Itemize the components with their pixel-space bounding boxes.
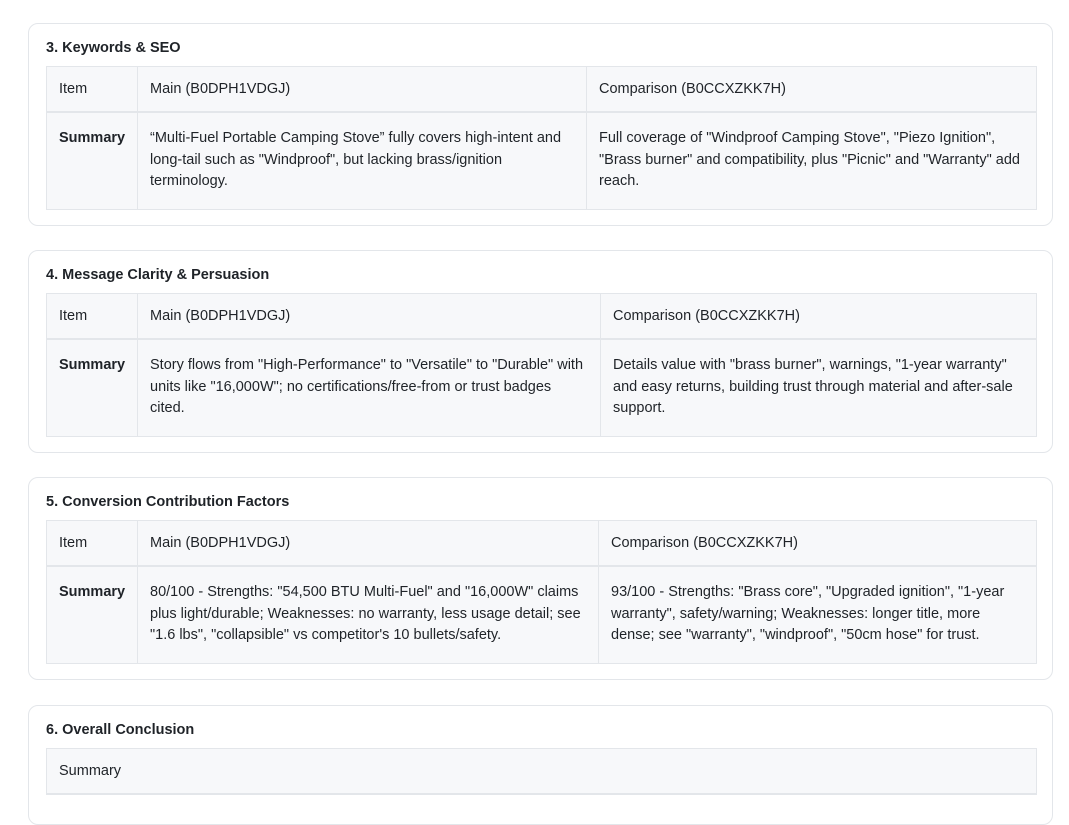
table-header-row <box>47 749 1037 795</box>
main-summary-cell: “Multi-Fuel Portable Camping Stove” fully covers high-intent and long-tail such as "Windproof", but lacking brass/ignition terminology. <box>138 112 587 210</box>
section-card-overall-conclusion <box>28 705 1053 825</box>
table-row <box>47 566 1037 664</box>
section-title: 3. Keywords & SEO <box>46 40 181 56</box>
conclusion-table <box>46 748 1037 795</box>
header-main: Main (B0DPH1VDGJ) <box>138 67 587 113</box>
section-card-keywords-seo <box>28 23 1053 226</box>
header-main: Main (B0DPH1VDGJ) <box>138 294 601 340</box>
comparison-table <box>46 66 1037 210</box>
section-title: 5. Conversion Contribution Factors <box>46 494 290 510</box>
section-card-message-clarity <box>28 250 1053 453</box>
header-item: Item <box>47 294 138 340</box>
table-header-row <box>47 67 1037 113</box>
section-title: 6. Overall Conclusion <box>46 722 195 738</box>
header-comparison: Comparison (B0CCXZKK7H) <box>587 67 1037 113</box>
header-item: Item <box>47 67 138 113</box>
header-summary: Summary <box>47 749 1037 795</box>
header-comparison: Comparison (B0CCXZKK7H) <box>599 521 1037 567</box>
section-title: 4. Message Clarity & Persuasion <box>46 267 270 283</box>
header-item: Item <box>47 521 138 567</box>
comparison-table <box>46 293 1037 437</box>
header-main: Main (B0DPH1VDGJ) <box>138 521 599 567</box>
comparison-summary-cell: Details value with "brass burner", warnings, "1-year warranty" and easy returns, building trust through material and after-sale support. <box>601 339 1037 437</box>
section-card-conversion-factors <box>28 477 1053 680</box>
comparison-summary-cell: Full coverage of "Windproof Camping Stove", "Piezo Ignition", "Brass burner" and compatibility, plus "Picnic" and "Warranty" add reach. <box>587 112 1037 210</box>
comparison-summary-cell: 93/100 - Strengths: "Brass core", "Upgraded ignition", "1-year warranty", safety/warning; Weaknesses: longer title, more dense; see "warranty", "windproof", "50cm hose" for trust. <box>599 566 1037 664</box>
header-comparison: Comparison (B0CCXZKK7H) <box>601 294 1037 340</box>
table-header-row <box>47 521 1037 567</box>
row-label: Summary <box>47 566 138 664</box>
row-label: Summary <box>47 112 138 210</box>
table-row <box>47 339 1037 437</box>
comparison-table <box>46 520 1037 664</box>
row-label: Summary <box>47 339 138 437</box>
table-header-row <box>47 294 1037 340</box>
main-summary-cell: Story flows from "High-Performance" to "Versatile" to "Durable" with units like "16,000W"; no certifications/free-from or trust badges cited. <box>138 339 601 437</box>
main-summary-cell: 80/100 - Strengths: "54,500 BTU Multi-Fuel" and "16,000W" claims plus light/durable; Weaknesses: no warranty, less usage detail; see "1.6 lbs", "collapsible" vs competitor's 10 bullets/safety. <box>138 566 599 664</box>
table-row <box>47 112 1037 210</box>
